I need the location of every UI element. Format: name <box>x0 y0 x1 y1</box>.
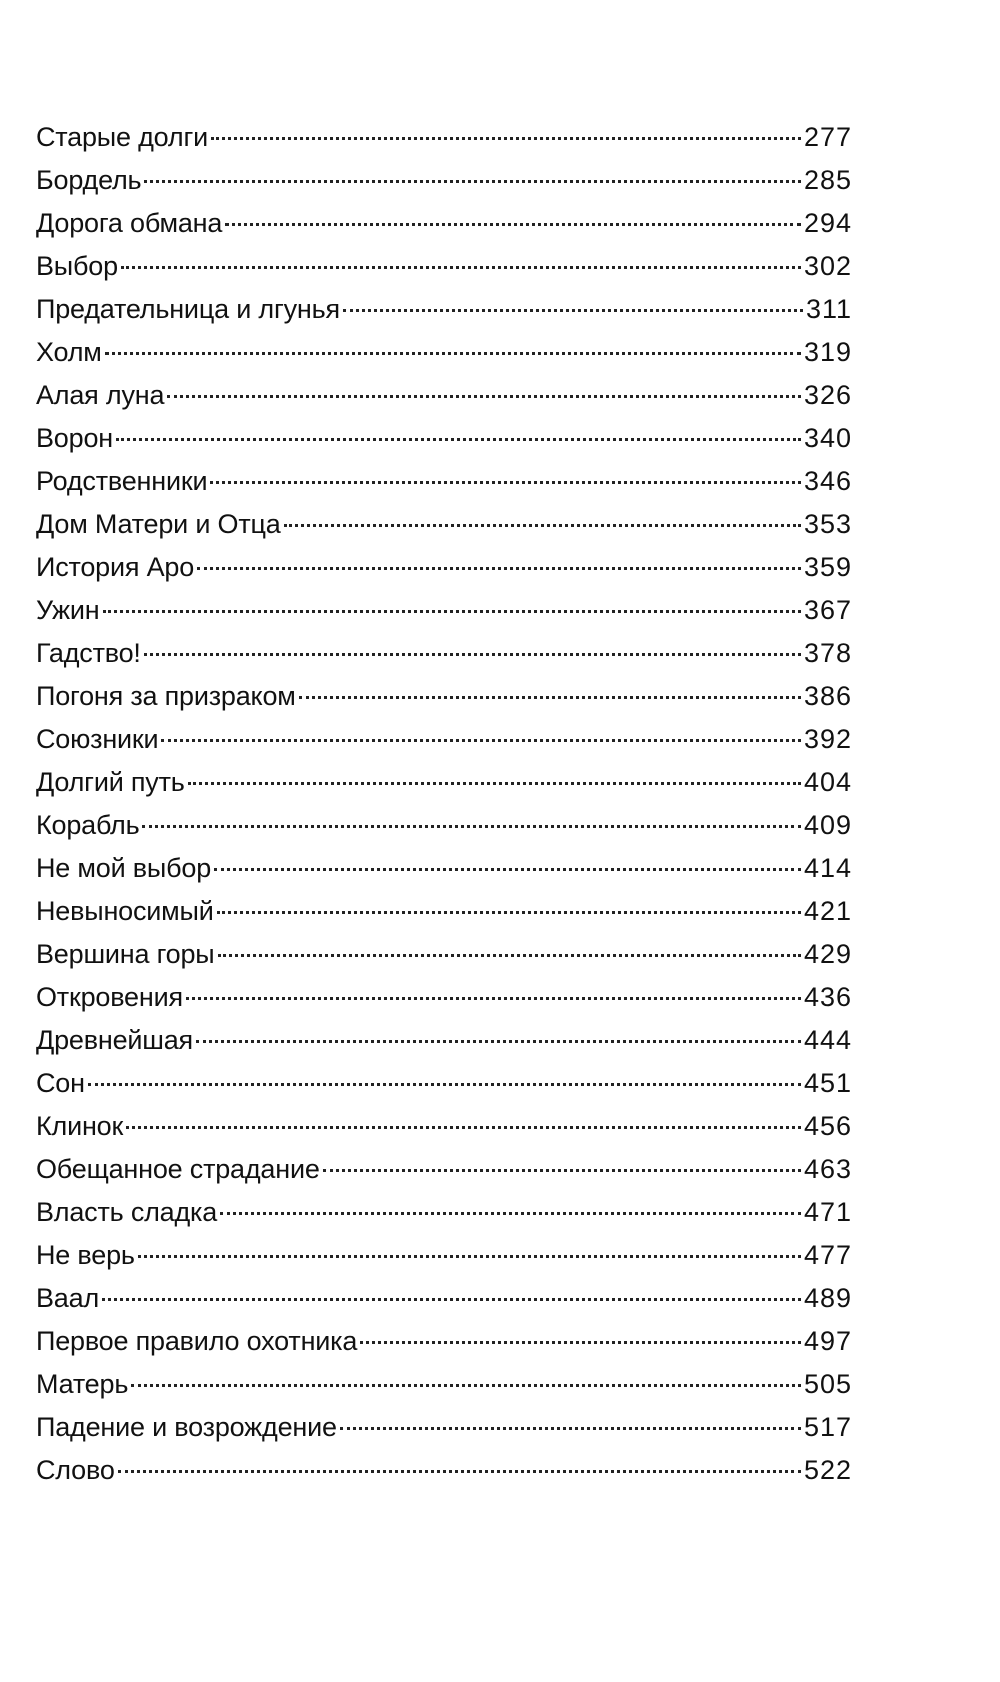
toc-entry <box>36 976 852 1019</box>
toc-dot-leader <box>88 1083 801 1086</box>
toc-entry <box>36 632 852 675</box>
toc-entry <box>36 1363 852 1406</box>
toc-dot-leader <box>186 997 801 1000</box>
toc-entry <box>36 1191 852 1234</box>
toc-entry-title: Невыносимый <box>36 896 214 926</box>
toc-entry <box>36 202 852 245</box>
toc-entry-title: Корабль <box>36 810 140 840</box>
toc-entry-page-number: 285 <box>803 165 852 195</box>
toc-dot-leader <box>284 524 801 527</box>
toc-entry-title: Не мой выбор <box>36 853 212 883</box>
toc-dot-leader <box>144 653 801 656</box>
toc-dot-leader <box>188 782 801 785</box>
toc-entry-title: Бордель <box>36 165 142 195</box>
toc-dot-leader <box>225 223 801 226</box>
toc-entry-title: Холм <box>36 337 102 367</box>
toc-dot-leader <box>196 1040 801 1043</box>
toc-entry-title: Сон <box>36 1068 85 1098</box>
toc-entry <box>36 288 852 331</box>
toc-entry-page-number: 311 <box>805 294 852 324</box>
toc-entry <box>36 1148 852 1191</box>
toc-entry <box>36 503 852 546</box>
toc-dot-leader <box>167 395 801 398</box>
toc-dot-leader <box>217 911 801 914</box>
toc-entry-page-number: 489 <box>803 1283 852 1313</box>
toc-entry-page-number: 378 <box>803 638 852 668</box>
toc-entry <box>36 1406 852 1449</box>
toc-entry-title: Родственники <box>36 466 208 496</box>
toc-entry <box>36 589 852 632</box>
toc-entry <box>36 1105 852 1148</box>
toc-dot-leader <box>103 610 801 613</box>
toc-entry-title: Клинок <box>36 1111 124 1141</box>
toc-entry-title: Ворон <box>36 423 113 453</box>
toc-entry-title: Союзники <box>36 724 159 754</box>
toc-dot-leader <box>142 825 800 828</box>
toc-entry-title: Откровения <box>36 982 183 1012</box>
toc-entry <box>36 331 852 374</box>
toc-entry <box>36 675 852 718</box>
toc-dot-leader <box>102 1298 801 1301</box>
toc-entry <box>36 374 852 417</box>
toc-entry-title: Ужин <box>36 595 100 625</box>
toc-entry-page-number: 451 <box>803 1068 852 1098</box>
toc-entry <box>36 933 852 976</box>
toc-entry-page-number: 517 <box>803 1412 852 1442</box>
toc-dot-leader <box>161 739 801 742</box>
toc-entry-page-number: 497 <box>803 1326 852 1356</box>
toc-entry-page-number: 409 <box>803 810 852 840</box>
toc-entry-page-number: 302 <box>803 251 852 281</box>
toc-dot-leader <box>214 868 801 871</box>
toc-entry-title: Выбор <box>36 251 118 281</box>
toc-entry-page-number: 404 <box>803 767 852 797</box>
toc-entry-page-number: 340 <box>803 423 852 453</box>
toc-entry-page-number: 359 <box>803 552 852 582</box>
toc-entry <box>36 417 852 460</box>
toc-dot-leader <box>299 696 801 699</box>
toc-dot-leader <box>138 1255 801 1258</box>
toc-entry <box>36 1234 852 1277</box>
toc-entry <box>36 245 852 288</box>
toc-entry-page-number: 522 <box>803 1455 852 1485</box>
toc-entry-title: Власть сладка <box>36 1197 218 1227</box>
toc-entry-page-number: 367 <box>803 595 852 625</box>
toc-entry-page-number: 386 <box>803 681 852 711</box>
toc-dot-leader <box>218 954 801 957</box>
toc-dot-leader <box>131 1384 801 1387</box>
table-of-contents <box>36 116 852 1492</box>
toc-entry-title: Гадство! <box>36 638 141 668</box>
toc-entry <box>36 546 852 589</box>
toc-entry <box>36 718 852 761</box>
toc-entry-page-number: 463 <box>803 1154 852 1184</box>
toc-entry-page-number: 477 <box>803 1240 852 1270</box>
toc-entry-page-number: 429 <box>803 939 852 969</box>
toc-dot-leader <box>220 1212 801 1215</box>
toc-dot-leader <box>126 1126 801 1129</box>
toc-entry-page-number: 346 <box>803 466 852 496</box>
toc-entry-title: Не верь <box>36 1240 135 1270</box>
toc-entry-title: История Аро <box>36 552 195 582</box>
toc-entry-title: Дом Матери и Отца <box>36 509 281 539</box>
toc-entry-page-number: 294 <box>803 208 852 238</box>
toc-dot-leader <box>121 266 801 269</box>
toc-entry-title: Первое правило охотника <box>36 1326 358 1356</box>
toc-entry <box>36 804 852 847</box>
toc-dot-leader <box>105 352 801 355</box>
toc-entry-page-number: 277 <box>803 122 852 152</box>
toc-entry-title: Вершина горы <box>36 939 215 969</box>
toc-entry <box>36 116 852 159</box>
toc-entry <box>36 1062 852 1105</box>
toc-entry-page-number: 392 <box>803 724 852 754</box>
toc-dot-leader <box>197 567 801 570</box>
toc-dot-leader <box>323 1169 801 1172</box>
toc-entry <box>36 1320 852 1363</box>
toc-dot-leader <box>210 481 801 484</box>
toc-entry <box>36 890 852 933</box>
toc-entry-page-number: 319 <box>803 337 852 367</box>
toc-dot-leader <box>116 438 801 441</box>
toc-entry-title: Матерь <box>36 1369 129 1399</box>
toc-entry-title: Погоня за призраком <box>36 681 296 711</box>
toc-dot-leader <box>360 1341 801 1344</box>
toc-entry-title: Алая луна <box>36 380 165 410</box>
toc-entry-page-number: 436 <box>803 982 852 1012</box>
toc-entry <box>36 1019 852 1062</box>
toc-entry-title: Предательница и лгунья <box>36 294 340 324</box>
toc-entry-page-number: 421 <box>803 896 852 926</box>
toc-entry <box>36 1449 852 1492</box>
toc-entry <box>36 159 852 202</box>
toc-entry <box>36 847 852 890</box>
toc-entry-page-number: 353 <box>803 509 852 539</box>
toc-entry-page-number: 471 <box>803 1197 852 1227</box>
toc-entry <box>36 761 852 804</box>
toc-dot-leader <box>118 1470 801 1473</box>
toc-dot-leader <box>211 137 801 140</box>
toc-entry <box>36 1277 852 1320</box>
toc-dot-leader <box>343 309 803 312</box>
toc-entry-title: Слово <box>36 1455 115 1485</box>
toc-entry-page-number: 414 <box>803 853 852 883</box>
toc-entry-page-number: 505 <box>803 1369 852 1399</box>
toc-entry-page-number: 326 <box>803 380 852 410</box>
toc-entry-page-number: 444 <box>803 1025 852 1055</box>
toc-entry-title: Долгий путь <box>36 767 185 797</box>
toc-entry-title: Падение и возрождение <box>36 1412 337 1442</box>
toc-dot-leader <box>340 1427 801 1430</box>
toc-entry-title: Дорога обмана <box>36 208 223 238</box>
toc-entry-page-number: 456 <box>803 1111 852 1141</box>
toc-entry-title: Старые долги <box>36 122 208 152</box>
toc-entry-title: Обещанное страдание <box>36 1154 320 1184</box>
toc-entry-title: Древнейшая <box>36 1025 193 1055</box>
toc-entry-title: Ваал <box>36 1283 99 1313</box>
toc-entry <box>36 460 852 503</box>
toc-dot-leader <box>144 180 801 183</box>
